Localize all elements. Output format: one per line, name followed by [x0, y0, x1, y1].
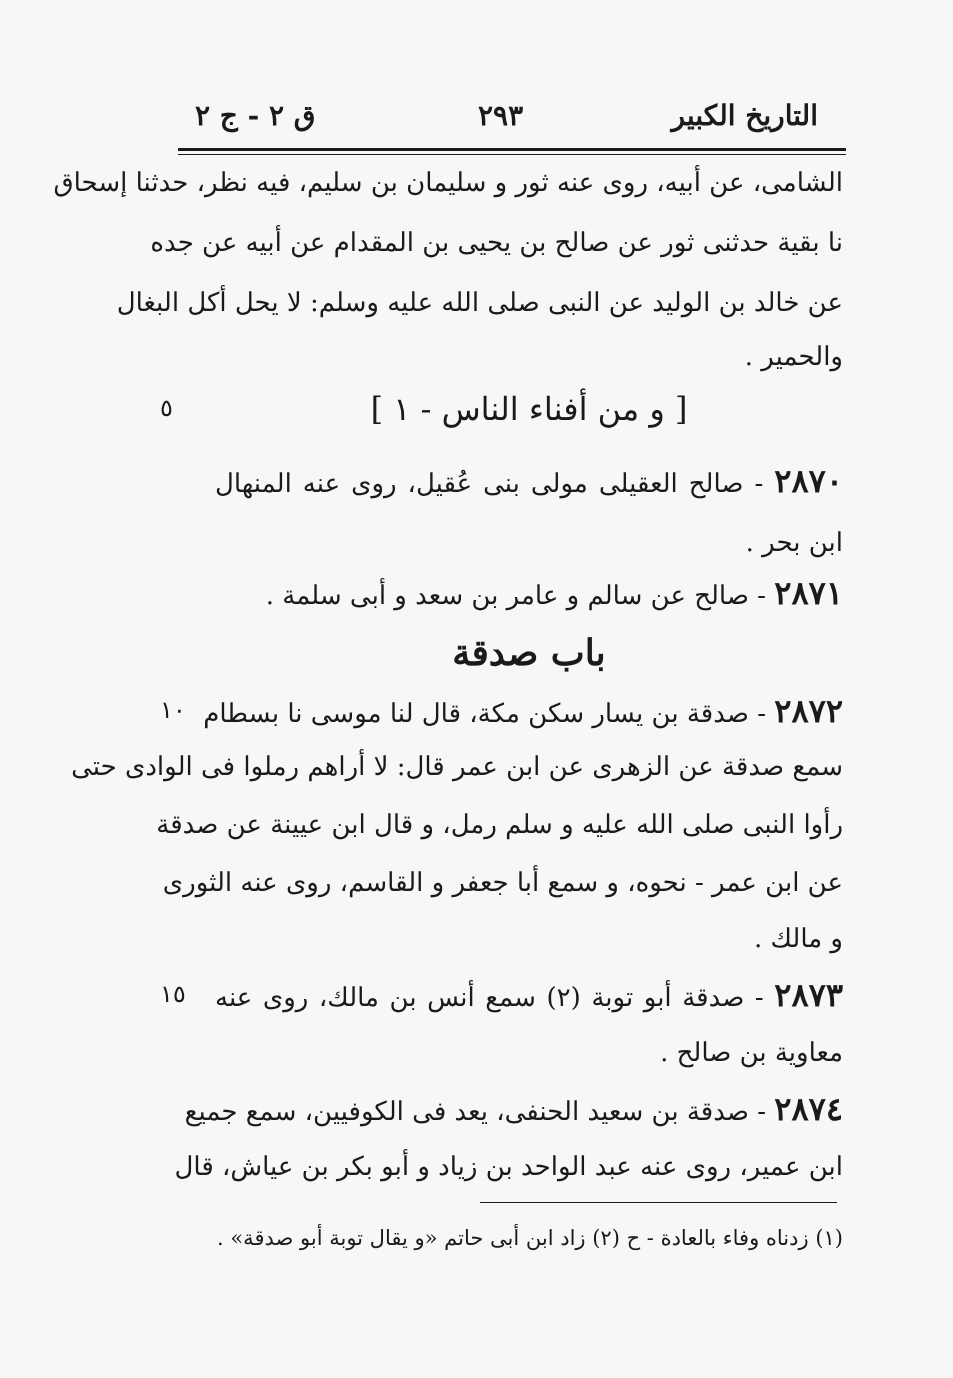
entry-2871: [215, 568, 843, 618]
volume-label: ق ٢ - ج ٢: [195, 99, 316, 132]
entry-text: - صالح عن سالم و عامر بن سعد و أبى سلمة .: [265, 581, 766, 611]
text-line: عن خالد بن الوليد عن النبى صلى الله عليه وسلم: لا يحل أكل البغال: [116, 288, 843, 318]
margin-line-number: ١٠: [160, 696, 186, 724]
chapter-heading: باب صدقة: [452, 632, 606, 674]
footnote: (١) زدناه وفاء بالعادة - ح (٢) زاد ابن أبى حاتم «و يقال توبة أبو صدقة» .: [216, 1226, 843, 1250]
entry-number: ٢٨٧٤: [774, 1090, 843, 1128]
text-line: عن ابن عمر - نحوه، و سمع أبا جعفر و القاسم، روى عنه الثورى: [162, 868, 843, 898]
text-line: و مالك .: [753, 924, 843, 954]
text-line: رأوا النبى صلى الله عليه و سلم رمل، و قال ابن عيينة عن صدقة: [156, 810, 843, 840]
entry-number: ٢٨٧٢: [774, 692, 843, 730]
entry-number: ٢٨٧٣: [774, 976, 843, 1014]
footnote-rule: [480, 1202, 837, 1203]
text-line: ابن بحر .: [745, 528, 843, 558]
entry-2872: [203, 686, 843, 736]
entry-text: - صدقة بن سعيد الحنفى، يعد فى الكوفيين، سمع جميع: [184, 1097, 766, 1127]
entry-text: - صدقة أبو توبة (٢) سمع أنس بن مالك، روى عنه: [215, 983, 764, 1013]
entry-text: - صالح العقيلى مولى بنى عُقيل، روى عنه المنهال: [215, 469, 764, 499]
section-heading: [ و من أفناء الناس - ١ ]: [370, 390, 688, 428]
entry-2874: [184, 1084, 843, 1134]
margin-line-number: ٥: [160, 394, 173, 422]
text-line: الشامی، عن أبيه، روى عنه ثور و سليمان بن سليم، فيه نظر، حدثنا إسحاق: [53, 168, 843, 198]
entry-number: ٢٨٧٠: [774, 462, 844, 500]
page-number: ٢٩٣: [478, 99, 524, 132]
entry-2870: [215, 456, 843, 506]
text-line: والحمير .: [744, 342, 843, 372]
text-line: نا بقية حدثنى ثور عن صالح بن يحيى بن المقدام عن أبيه عن جده: [150, 228, 843, 258]
text-line: سمع صدقة عن الزهرى عن ابن عمر قال: لا أراهم رملوا فى الوادى حتى: [71, 752, 843, 782]
margin-line-number: ١٥: [160, 980, 186, 1008]
entry-number: ٢٨٧١: [774, 574, 843, 612]
running-title: التاريخ الكبير: [671, 99, 818, 132]
header-rule: [178, 148, 846, 151]
entry-text: - صدقة بن يسار سكن مكة، قال لنا موسى نا بسطام: [203, 699, 766, 729]
entry-2873: [215, 970, 843, 1020]
text-line: معاوية بن صالح .: [660, 1038, 843, 1068]
header-rule-thin: [178, 154, 846, 155]
text-line: ابن عمير، روى عنه عبد الواحد بن زياد و أبو بكر بن عياش، قال: [174, 1152, 843, 1182]
